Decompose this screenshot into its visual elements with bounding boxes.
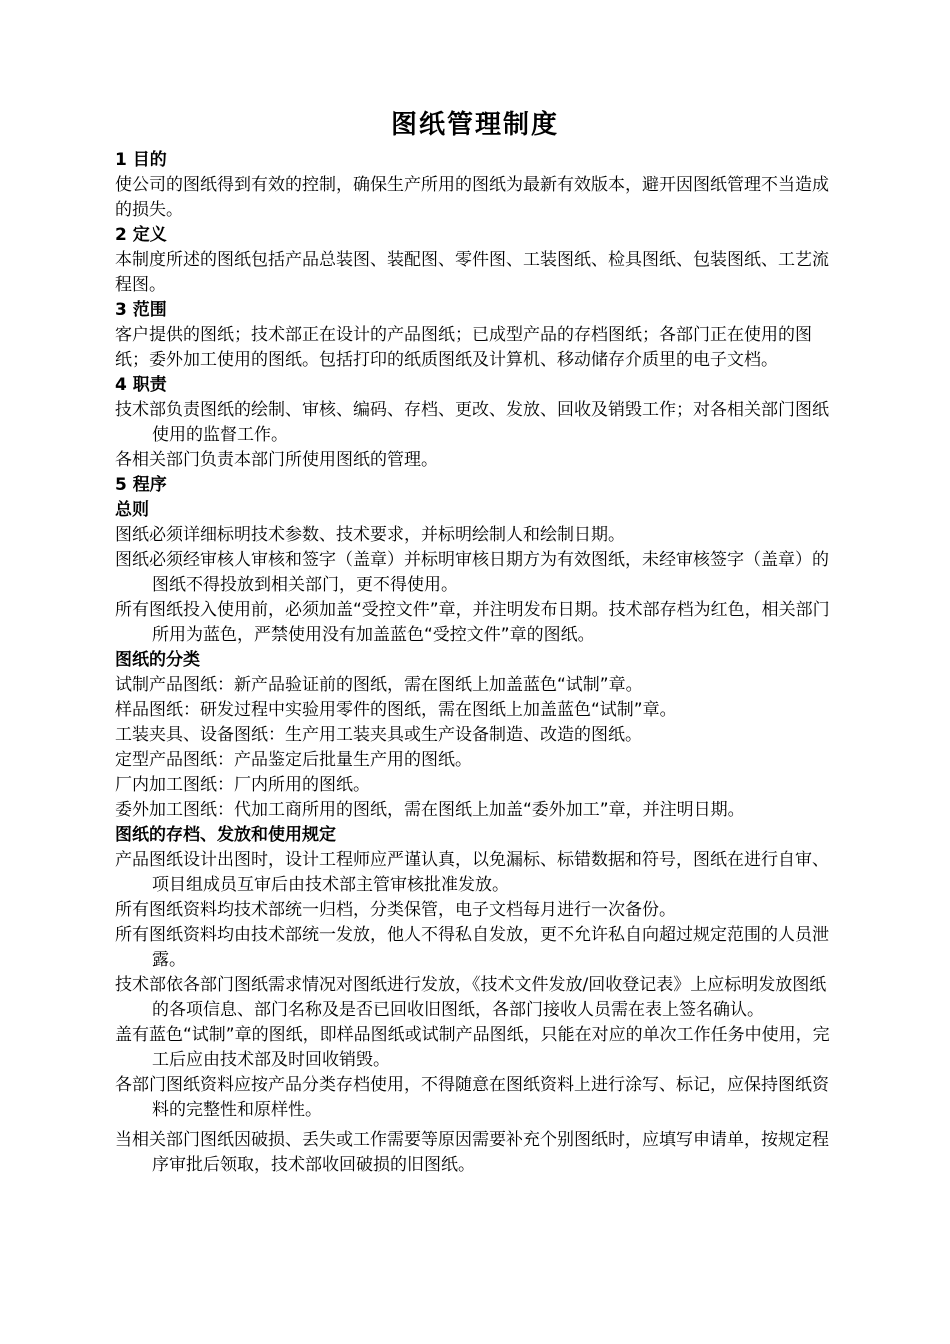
classification-item: 试制产品图纸：新产品验证前的图纸，需在图纸上加盖蓝色“试制”章。 xyxy=(115,675,643,695)
section-body-purpose: 使公司的图纸得到有效的控制，确保生产所用的图纸为最新有效版本，避开因图纸管理不当造成的损失。 xyxy=(115,175,829,220)
subheading-general: 总则 xyxy=(115,500,149,520)
storage-item: 所有图纸资料均由技术部统一发放，他人不得私自发放，更不允许私自向超过规定范围的人员泄露。 xyxy=(115,925,829,970)
section-body-definition: 本制度所述的图纸包括产品总装图、装配图、零件图、工装图纸、检具图纸、包装图纸、工艺流程图。 xyxy=(115,250,829,295)
section-heading-purpose: 1 目的 xyxy=(115,150,167,170)
classification-item: 厂内加工图纸：厂内所用的图纸。 xyxy=(115,775,370,795)
document-body xyxy=(115,148,843,1178)
subheading-classification: 图纸的分类 xyxy=(115,650,200,670)
subheading-storage: 图纸的存档、发放和使用规定 xyxy=(115,825,336,845)
general-item: 图纸必须经审核人审核和签字（盖章）并标明审核日期方为有效图纸，未经审核签字（盖章）的图纸不得投放到相关部门，更不得使用。 xyxy=(115,550,829,595)
storage-item: 各部门图纸资料应按产品分类存档使用，不得随意在图纸资料上进行涂写、标记，应保持图纸资料的完整性和原样性。 xyxy=(115,1075,829,1120)
section-heading-definition: 2 定义 xyxy=(115,225,167,245)
general-item: 图纸必须详细标明技术参数、技术要求，并标明绘制人和绘制日期。 xyxy=(115,525,625,545)
section-heading-procedure: 5 程序 xyxy=(115,475,167,495)
section-heading-scope: 3 范围 xyxy=(115,300,167,320)
storage-item: 技术部依各部门图纸需求情况对图纸进行发放，《技术文件发放/回收登记表》上应标明发放图纸的各项信息、部门名称及是否已回收旧图纸，各部门接收人员需在表上签名确认。 xyxy=(115,975,827,1020)
responsibility-item: 各相关部门负责本部门所使用图纸的管理。 xyxy=(115,450,438,470)
classification-item: 工装夹具、设备图纸：生产用工装夹具或生产设备制造、改造的图纸。 xyxy=(115,725,642,745)
responsibility-item: 技术部负责图纸的绘制、审核、编码、存档、更改、发放、回收及销毁工作；对各相关部门图纸使用的监督工作。 xyxy=(115,400,829,445)
storage-item: 所有图纸资料均技术部统一归档，分类保管，电子文档每月进行一次备份。 xyxy=(115,900,676,920)
section-heading-responsibility: 4 职责 xyxy=(115,375,167,395)
storage-item: 盖有蓝色“试制”章的图纸，即样品图纸或试制产品图纸，只能在对应的单次工作任务中使用，完工后应由技术部及时回收销毁。 xyxy=(115,1025,830,1070)
section-body-scope: 客户提供的图纸；技术部正在设计的产品图纸；已成型产品的存档图纸；各部门正在使用的图纸；委外加工使用的图纸。包括打印的纸质图纸及计算机、移动储存介质里的电子文档。 xyxy=(115,325,812,370)
storage-item: 当相关部门图纸因破损、丢失或工作需要等原因需要补充个别图纸时，应填写申请单，按规定程序审批后领取，技术部收回破损的旧图纸。 xyxy=(115,1130,829,1175)
general-item: 所有图纸投入使用前，必须加盖“受控文件”章，并注明发布日期。技术部存档为红色，相关部门所用为蓝色，严禁使用没有加盖蓝色“受控文件”章的图纸。 xyxy=(115,600,830,645)
classification-item: 定型产品图纸：产品鉴定后批量生产用的图纸。 xyxy=(115,750,472,770)
classification-item: 样品图纸：研发过程中实验用零件的图纸，需在图纸上加盖蓝色“试制”章。 xyxy=(115,700,677,720)
storage-item: 产品图纸设计出图时，设计工程师应严谨认真，以免漏标、标错数据和符号，图纸在进行自审、项目组成员互审后由技术部主管审核批准发放。 xyxy=(115,850,829,895)
classification-item: 委外加工图纸：代加工商所用的图纸，需在图纸上加盖“委外加工”章，并注明日期。 xyxy=(115,800,745,820)
document-title: 图纸管理制度 xyxy=(390,110,559,140)
